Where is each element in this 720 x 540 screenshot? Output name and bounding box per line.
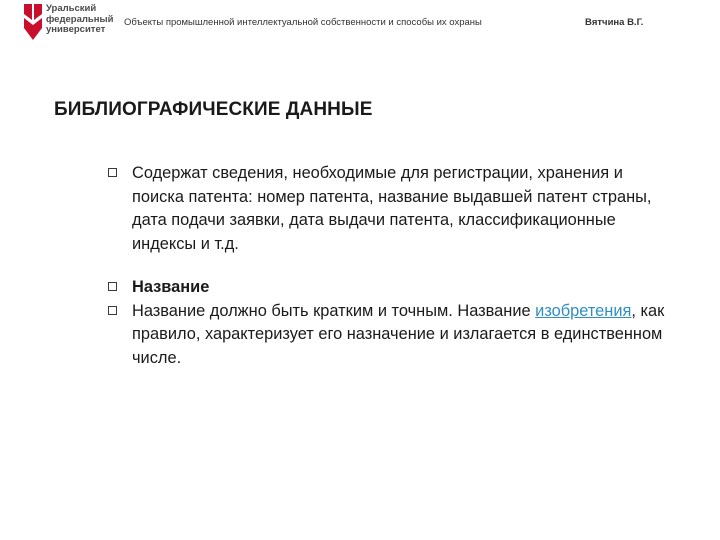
- square-bullet-icon: [108, 282, 117, 291]
- invention-link[interactable]: изобретения: [535, 301, 632, 320]
- logo-line-2: федеральный: [46, 13, 114, 25]
- square-bullet-icon: [108, 306, 117, 315]
- bullet-text-before: Название должно быть кратким и точным. Название: [132, 301, 536, 320]
- bullet-text: Название: [132, 278, 210, 296]
- header-author: Вятчина В.Г.: [585, 17, 644, 28]
- logo-line-1: Уральский: [46, 3, 97, 14]
- bullet-item-title-rules: [108, 300, 668, 371]
- university-logo: [22, 2, 113, 42]
- bullet-list: [108, 162, 668, 370]
- logo-line-3: университет: [46, 24, 106, 35]
- bullet-item-bibliographic: [108, 162, 668, 256]
- header-title: Объекты промышленной интеллектуальной собственности и способы их охраны: [124, 17, 482, 28]
- bullet-text: Содержат сведения, необходимые для регистрации, хранения и поиска патента: номер патента, название выдавшей патент страны, дата подачи заявки, дата выдачи патента, классификационные индексы и т.д.: [132, 164, 652, 253]
- bullet-text-after: , как правило, характеризует его назначение и излагается в единственном числе.: [132, 301, 665, 367]
- bullet-item-title-heading: [108, 276, 668, 300]
- slide-title: БИБЛИОГРАФИЧЕСКИЕ ДАННЫЕ: [54, 99, 373, 120]
- square-bullet-icon: [108, 168, 117, 177]
- urfu-emblem-icon: [22, 2, 44, 42]
- logo-text: [46, 2, 113, 36]
